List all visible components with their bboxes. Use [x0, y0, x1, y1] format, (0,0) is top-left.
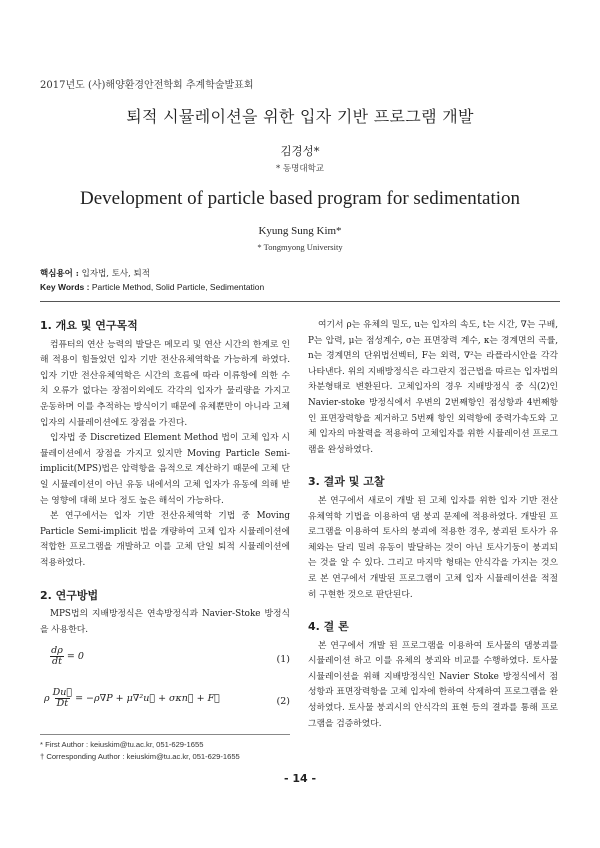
section-1-paragraph-3: 본 연구에서는 입자 기반 전산유체역학 기법 중 Moving Particle Semi-implicit 법을 개량하여 고체 입자 시뮬레이션에 적합한 프로그램을 개발하고 이를 고체 단일 퇴적 시뮬레이션에 적용하였다. — [40, 511, 290, 568]
section-1-paragraph-1: 컴퓨터의 연산 능력의 발달은 메모리 및 연산 시간의 한계로 인해 적용이 힘들었던 입자 기반 전산유체역학을 가능하게 하였다. 입자 기반 전산유체역학은 시간의 흐름에 따라 이류항에 의한 수치 오류가 없다는 장점이외에도 각각의 입자가 물리량을 가지고 운동하며 이를 추적하는 방식이기 때문에 유체뿐만이 아니라 고체 입자의 시뮬레이션에도 장점을 가진다. — [40, 339, 290, 428]
page-number: - 14 - — [283, 772, 317, 785]
method-paragraph-2: 여기서 ρ는 유체의 밀도, u는 입자의 속도, t는 시간, ∇는 구배, P는 압력, μ는 점성계수, σ는 표면장력 계수, κ는 경계면의 곡률, n는 경계면의 단위법선벡터, F는 외력, ∇²는 라플라시안을 각각 나타낸다. 위의 지배방정식은 라그란지 접근법을 따르는 입자법의 차분형태로 변환된다. 고체입자의 경우 지배방정식 중 식(2)인 Navier-stoke 방정식에서 우변의 2번째항인 점성항과 4번째항인 표면장력항을 제거하고 5번째 항인 외력항에 중력가속도와 고체 입자의 마찰력을 적용하여 고체입자를 위한 시뮬레이션 프로그램을 완성하였다. — [308, 320, 558, 455]
footnote-corresponding-author: † Corresponding Author : keiuskim@tu.ac.kr, 051-629-1655 — [40, 752, 240, 761]
author-korean: 김경성* — [280, 144, 320, 158]
right-column — [308, 318, 558, 732]
section-2-heading: 2. 연구방법 — [40, 588, 99, 602]
author-english: Kyung Sung Kim* — [258, 225, 342, 237]
equation-2-number: (2) — [276, 696, 290, 708]
section-3-heading: 3. 결과 및 고찰 — [308, 475, 385, 489]
equation-1 — [40, 644, 290, 674]
section-1-paragraph-2: 입자법 중 Discretized Element Method 법이 고체 입자 시뮬레이션에서 장점을 가지고 있지만 Moving Particle Semi-implicit(MPS)법은 압력항을 음적으로 계산하기 때문에 고체 단일 시뮬레이션이 아닌 유동 내에서의 고체 입자가 유동에 의해 받는 영향에 대해 보다 정도 높은 해석이 가능하다. — [40, 433, 290, 506]
footnote-first-author: * First Author : keiuskim@tu.ac.kr, 051-629-1655 — [40, 740, 204, 749]
left-column — [40, 318, 290, 716]
affiliation-korean: * 동명대학교 — [275, 164, 324, 174]
keywords-korean — [40, 267, 150, 279]
section-3-paragraph-1: 본 연구에서 새로이 개발 된 고체 입자를 위한 입자 기반 전산유체역학 기법을 이용하여 댐 붕괴 문제에 적용하였다. 개발된 프로그램을 이용하여 토사의 붕괴에 적용한 경우, 붕괴된 토사가 유체와는 달리 밀려 유동이 발달하는 것이 아닌 토사기둥이 붕괴되는 것을 알 수 있다. 그리고 마지막 형태는 안식각을 가지는 것으로 본 연구에서 개발된 프로그램이 고체 입자 시뮬레이션을 적절히 구현한 것으로 판단된다. — [308, 495, 558, 600]
equation-1-formula: dρ dt = 0 — [51, 645, 84, 668]
section-1-heading: 1. 개요 및 연구목적 — [40, 319, 138, 332]
paper-title-english: Development of particle based program for sedimentation — [79, 188, 520, 209]
paper-title-korean: 퇴적 시뮬레이션을 위한 입자 기반 프로그램 개발 — [126, 107, 474, 126]
affiliation-english: * Tongmyong University — [257, 242, 343, 252]
footnotes — [40, 734, 290, 763]
conference-header: 2017년도 (사)해양환경안전학회 추계학술발표회 — [40, 80, 254, 91]
equation-2-formula: ρ Du⃗ Dt = −ρ∇P + μ∇²u⃗ + σκn⃗ + F⃗ — [44, 687, 220, 710]
equation-2 — [40, 686, 290, 716]
keywords-english-value: Particle Method, Solid Particle, Sedimentation — [91, 282, 265, 292]
keywords-korean-value: 입자법, 토사, 퇴적 — [81, 269, 150, 279]
equation-1-number: (1) — [276, 654, 290, 666]
keywords-english-label: Key Words : — [40, 282, 90, 292]
keywords-korean-label: 핵심용어 : — [40, 269, 79, 279]
keywords-english — [40, 282, 264, 292]
section-4-paragraph-1: 본 연구에서 개발 된 프로그램을 이용하여 토사물의 댐붕괴를 시뮬레이션 하고 이를 유체의 붕괴와 비교를 수행하였다. 토사물 시뮬레이션을 위해 지배방정식인 Navier Stoke 방정식에서 점성항과 표면장력항을 고체 입자에 한하여 삭제하여 프로그램을 완성하였다. 토사물 붕괴시의 안식각의 표현 등의 결과를 통해 프로그램을 검증하였다. — [308, 640, 558, 729]
section-2-paragraph-1: MPS법의 지배방정식은 연속방정식과 Navier-Stoke 방정식을 사용한다. — [40, 609, 290, 635]
header-divider — [40, 301, 560, 302]
section-4-heading: 4. 결 론 — [308, 620, 349, 634]
